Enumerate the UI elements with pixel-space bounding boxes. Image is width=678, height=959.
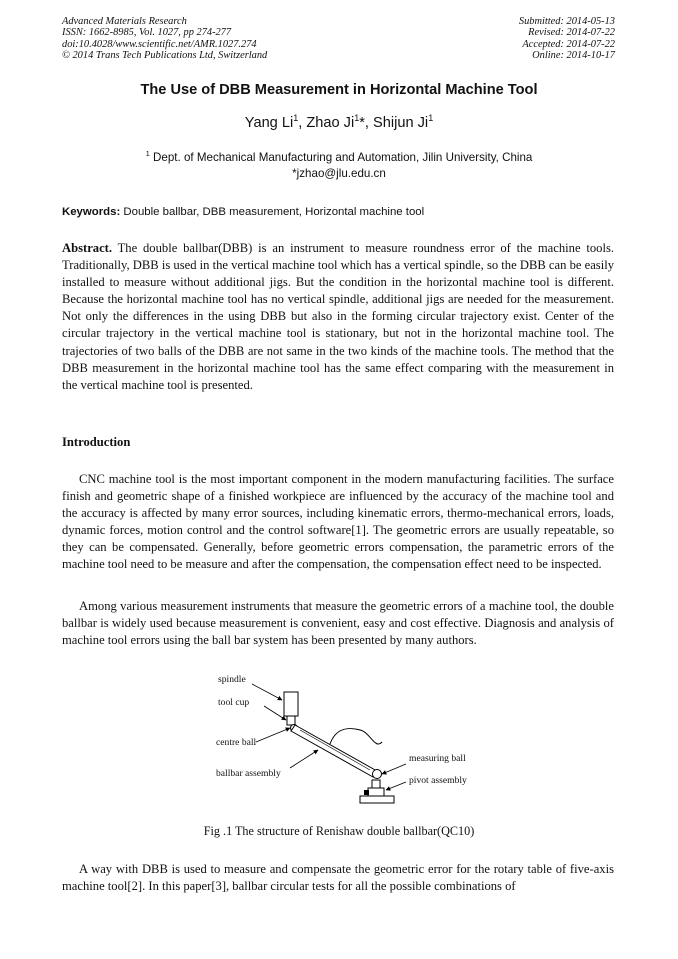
author-separator: *, — [359, 115, 374, 131]
label-measuring-ball: measuring ball — [409, 753, 466, 764]
author-name: Shijun Ji — [373, 115, 429, 131]
tool-cup — [287, 716, 295, 725]
affiliation — [0, 149, 678, 164]
author-list — [0, 113, 678, 131]
ballbar-cable — [330, 729, 382, 745]
author-affil-mark: 1 — [354, 113, 360, 123]
measuring-ball — [373, 770, 382, 779]
intro-paragraph-2: Among various measurement instruments that measure the geometric errors of a machine tool, the double ballbar is widely used because measurement is convenient, easy and cost effective. Diagnosis and analysis of machine tool errors using the ball bar system has been presented by many authors. — [62, 599, 614, 648]
label-centre-ball: centre ball — [216, 737, 257, 748]
intro-paragraph-1: CNC machine tool is the most important component in the modern manufacturing facilities. The surface finish and geometric shape of a finished workpiece are influenced by the accuracy of the machine tool and the accuracy is affected by many error sources, including kinematic errors, thermo-mechanical errors, loads, dynamic forces, motion control and the control software[1]. The geometric errors are usually repeatable, so they can be compensated. Generally, before geometric errors compensation, the parametric errors of the machine tool need to be measure and after the compensation, the compensation effect need to be inspected. — [62, 472, 614, 572]
pivot-clamp — [368, 788, 384, 796]
ballbar-figure — [210, 670, 480, 815]
revised-date: Revised: 2014-07-22 — [528, 27, 615, 39]
doi-line[interactable]: doi:10.4028/www.scientific.net/AMR.1027.274 — [62, 38, 257, 50]
author-affil-mark: 1 — [428, 113, 434, 123]
affiliation-text: Dept. of Mechanical Manufacturing and Automation, Jilin University, China — [149, 151, 533, 164]
paper-title: The Use of DBB Measurement in Horizontal Machine Tool — [140, 82, 538, 98]
abstract-text: The double ballbar(DBB) is an instrument to measure roundness error of the machine tools. Traditionally, DBB is used in the vertical machine tool which has a vertical spindle, so the DBB can be easily installed to measure without additional jigs. But the condition in the horizontal machine tool is different. Because the horizontal machine tool has no vertical spindle, additional jigs are needed for the measurement. Not only the differences in the using DBB but also in the forming circular trajectory exist. Center of the circular trajectory in the vertical machine tool is stationary, but not in the horizontal machine tool. The trajectories of two balls of the DBB are not same in the two kinds of the machine tools. The method that the DBB measurement in the horizontal machine tool has the same effect comparing with the measurement in the vertical machine tool is presented. — [62, 241, 614, 392]
online-date: Online: 2014-10-17 — [532, 49, 615, 61]
ballbar-assembly-leader — [290, 750, 318, 768]
pivot-base — [360, 796, 394, 803]
centre-ball-leader — [256, 728, 290, 742]
figure-caption: Fig .1 The structure of Renishaw double ballbar(QC10) — [203, 824, 475, 838]
ballbar-tube — [291, 725, 377, 777]
copyright-line: © 2014 Trans Tech Publications Ltd, Switzerland — [62, 49, 268, 61]
publication-dates — [519, 16, 615, 61]
spindle-leader — [252, 684, 282, 700]
label-spindle: spindle — [218, 674, 246, 685]
pivot-assembly-leader — [386, 782, 406, 790]
accepted-date: Accepted: 2014-07-22 — [522, 38, 615, 50]
label-ballbar-assembly: ballbar assembly — [216, 768, 281, 779]
affiliation-mark: 1 — [145, 149, 150, 158]
keywords-label: Keywords: — [62, 206, 121, 218]
submitted-date: Submitted: 2014-05-13 — [518, 16, 615, 27]
spindle-body — [284, 692, 298, 716]
label-pivot-assembly: pivot assembly — [409, 775, 467, 786]
author-affil-mark: 1 — [293, 113, 299, 123]
author-name: Yang Li — [244, 115, 294, 131]
intro-paragraph-3: A way with DBB is used to measure and compensate the geometric error for the rotary table of five-axis machine tool[2]. In this paper[3], ballbar circular tests for all the possible combinations of — [62, 862, 614, 894]
corresponding-email[interactable]: *jzhao@jlu.edu.cn — [292, 167, 386, 180]
pivot-post — [372, 780, 380, 788]
issn-line: ISSN: 1662-8985, Vol. 1027, pp 274-277 — [62, 27, 232, 39]
measuring-ball-leader — [382, 764, 406, 774]
keywords — [62, 206, 622, 218]
journal-info — [62, 16, 267, 61]
abstract — [62, 240, 614, 394]
abstract-label: Abstract. — [62, 241, 113, 255]
keywords-text: Double ballbar, DBB measurement, Horizontal machine tool — [120, 206, 425, 218]
section-heading-introduction: Introduction — [62, 435, 131, 449]
ballbar-tube-seam — [300, 730, 370, 770]
author-name: Zhao Ji — [306, 115, 355, 131]
tool-cup-leader — [264, 706, 286, 720]
author-separator: , — [298, 115, 307, 131]
label-tool-cup: tool cup — [218, 697, 250, 708]
pivot-knob — [364, 790, 369, 795]
journal-name: Advanced Materials Research — [62, 16, 187, 27]
